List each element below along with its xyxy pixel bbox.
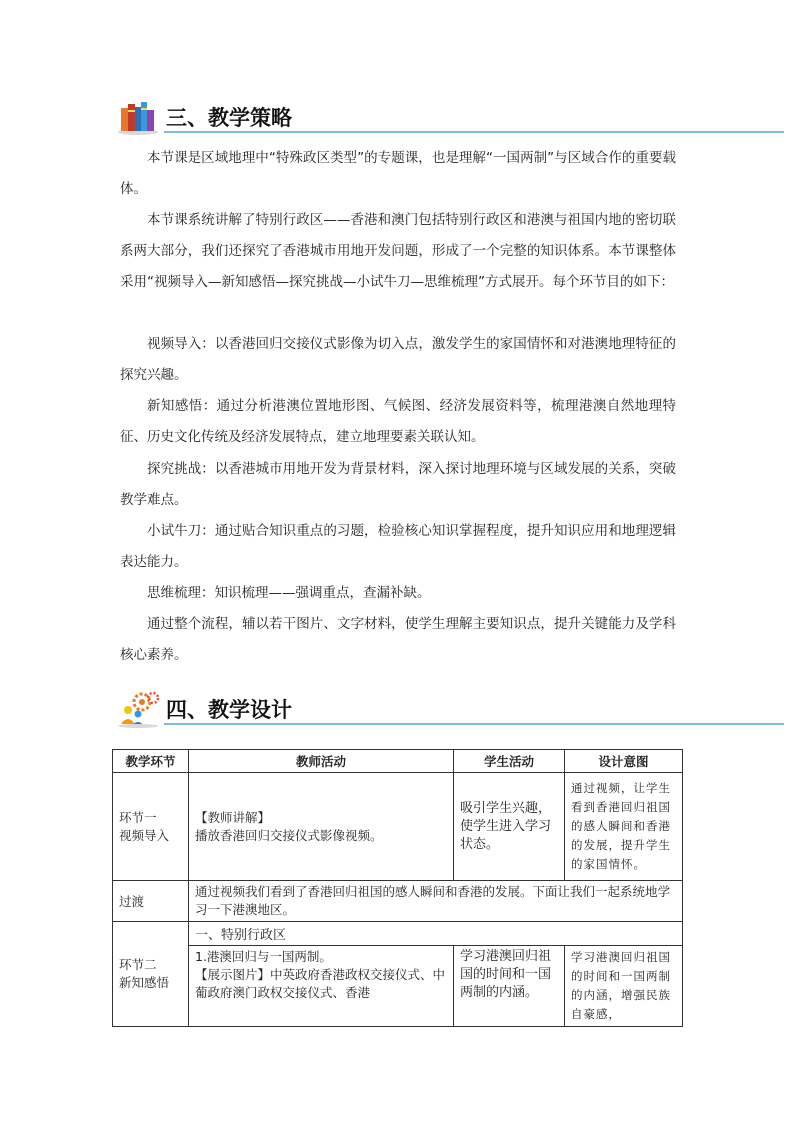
books-icon [116,98,162,136]
stage-cell [113,773,189,881]
table-row [113,881,683,922]
table-row [113,946,683,1027]
teacher-tag: 【教师讲解】 [195,809,271,825]
stage-label: 新知感悟 [119,975,170,990]
stage-label: 视频导入 [119,827,170,843]
table-header-row [113,750,683,773]
header-intent: 设计意图 [565,750,683,773]
table-row [113,773,683,881]
intent-cell [565,946,683,1027]
subhead-cell: 一、特别行政区 [189,922,683,946]
paragraph-overview: 本节课系统讲解了特别行政区——香港和澳门包括特别行政区和港澳与祖国内地的密切联系两大部分，我们还探究了香港城市用地开发问题，形成了一个完整的知识体系。本节课整体采用“视频导入—新知感悟—探究挑战—小试牛刀—思维梳理”方式展开。每个环节目的如下： [120,212,676,290]
paragraph-practice: 小试牛刀：通过贴合知识重点的习题，检验核心知识掌握程度，提升知识应用和地理逻辑表达能力。 [120,523,676,570]
student-text: 学习港澳回归祖国的时间和一国两制的内涵。 [460,949,552,1000]
teacher-cell [189,773,454,881]
item-text: 1.港澳回归与一国两制。 [195,949,332,964]
teacher-detail: 中英政府香港政权交接仪式、中葡政府澳门政权交接仪式、香港 [195,967,446,1000]
paragraph-review: 思维梳理：知识梳理——强调重点，查漏补缺。 [147,585,431,601]
intent-cell [565,773,683,881]
section-title: 三、教学策略 [166,106,292,130]
paragraph-intro: 本节课是区域地理中“特殊政区类型”的专题课，也是理解“一国两制”与区域合作的重要载体。 [120,150,676,197]
student-text: 吸引学生兴趣，使学生进入学习状态。 [460,800,552,852]
paragraph-new-knowledge: 新知感悟：通过分析港澳位置地形图、气候图、经济发展资料等，梳理港澳自然地理特征、历史文化传统及经济发展特点，建立地理要素关联认知。 [120,398,676,445]
teacher-text: 播放香港回归交接仪式影像视频。 [195,827,383,843]
stage-cell: 过渡 [113,881,189,922]
header-student: 学生活动 [454,750,565,773]
header-teacher: 教师活动 [189,750,454,773]
paragraph-summary: 通过整个流程，辅以若干图片、文字材料，使学生理解主要知识点，提升关键能力及学科核心素养。 [120,616,676,663]
teaching-design-table [112,749,683,1027]
student-cell [454,946,565,1027]
teacher-cell [189,946,454,1027]
section-rule [164,131,784,133]
paragraph-video-intro: 视频导入：以香港回归交接仪式影像为切入点，激发学生的家国情怀和对港澳地理特征的探究兴趣。 [120,336,676,383]
gears-people-icon [116,690,162,728]
teacher-tag: 【展示图片】 [195,967,271,982]
section-rule [164,723,784,725]
section-title: 四、教学设计 [166,698,292,722]
intent-text: 学习港澳回归祖国的时间和一国两制的内涵，增强民族自豪感， [571,950,671,1021]
transition-cell: 通过视频我们看到了香港回归祖国的感人瞬间和香港的发展。下面让我们一起系统地学习一下港澳地区。 [189,881,683,922]
student-cell [454,773,565,881]
stage-label: 环节一 [119,809,157,825]
teacher-text [195,966,447,1002]
paragraph-challenge: 探究挑战：以香港城市用地开发为背景材料，深入探讨地理环境与区域发展的关系，突破教学难点。 [120,461,676,508]
table-row [113,922,683,946]
stage-label: 环节二 [119,957,157,972]
header-stage: 教学环节 [113,750,189,773]
stage-cell [113,922,189,1027]
intent-text: 通过视频，让学生看到香港回归祖国的感人瞬间和香港的发展，提升学生的家国情怀。 [571,781,671,871]
